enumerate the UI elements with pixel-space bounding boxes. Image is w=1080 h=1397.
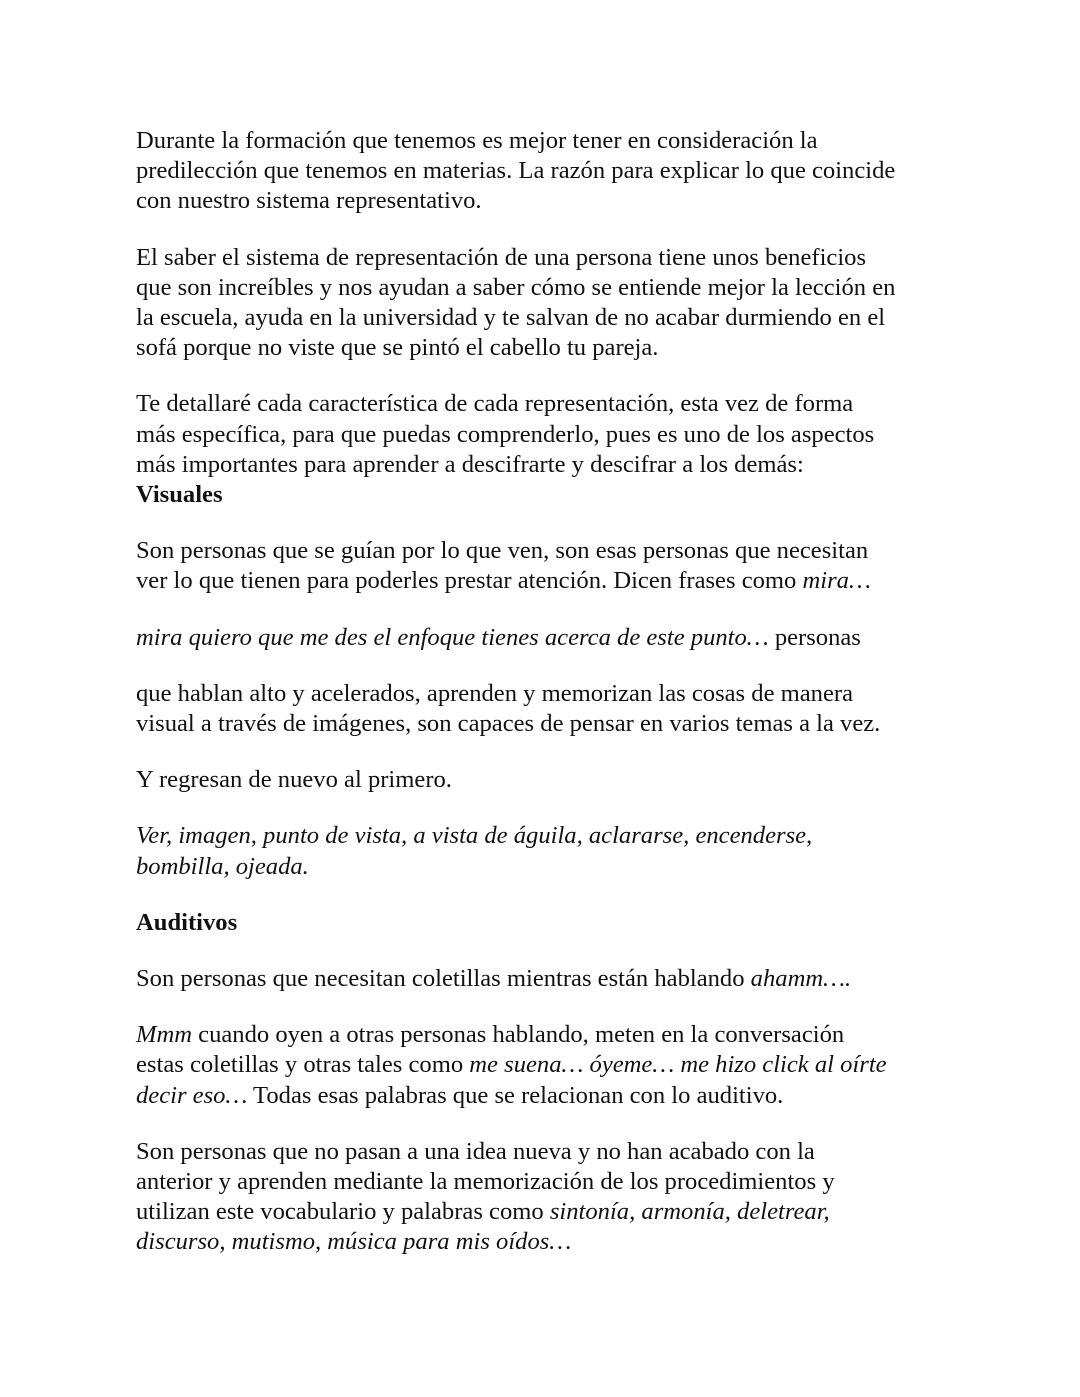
paragraph-auditivos-coletillas — [136, 1020, 956, 1111]
paragraph-visuales-vocabulario — [136, 821, 956, 881]
heading-visuales: Visuales — [136, 481, 223, 509]
paragraph-auditivos-vocabulario-italic: sintonía, armonía, deletrear, discurso, mutismo, música para mis oídos… — [136, 1198, 830, 1256]
paragraph-auditivos-coletillas-text-b: Todas esas palabras que se relacionan con lo auditivo. — [247, 1081, 784, 1109]
paragraph-auditivos-intro — [136, 964, 956, 994]
paragraph-auditivos-intro-text: Son personas que necesitan coletillas mientras están hablando — [136, 965, 751, 993]
paragraph-formacion: Durante la formación que tenemos es mejor tener en consideración la predilección que tenemos en materias. La razón para explicar lo que coincide con nuestro sistema representativo. — [136, 127, 896, 215]
paragraph-auditivos-coletillas-italic-a: Mmm — [136, 1021, 193, 1049]
paragraph-visuales-vocabulario-italic: Ver, imagen, punto de vista, a vista de águila, aclararse, encenderse, bombilla, ojeada. — [136, 822, 813, 880]
document-page — [136, 126, 956, 1284]
paragraph-visuales-intro-italic: mira… — [802, 567, 871, 595]
paragraph-beneficios: El saber el sistema de representación de una persona tiene unos beneficios que son increíbles y nos ayudan a saber cómo se entiende mejor la lección en la escuela, ayuda en la universidad y te salvan de no acabar durmiendo en el sofá porque no viste que se pintó el cabello tu pareja. — [136, 243, 896, 362]
paragraph-visuales-quote-italic: mira quiero que me des el enfoque tienes acerca de este punto… — [136, 623, 769, 651]
paragraph-auditivos-coletillas-italic-b: me suena… óyeme… me hizo click al oírte decir eso… — [136, 1051, 887, 1109]
paragraph-visuales-regresan: Y regresan de nuevo al primero. — [136, 766, 452, 794]
paragraph-auditivos-vocabulario-text: Son personas que no pasan a una idea nueva y no han acabado con la anterior y aprenden mediante la memorización de los procedimientos y utilizan este vocabulario y palabras como — [136, 1137, 835, 1226]
paragraph-auditivos-coletillas-text-a: cuando oyen a otras personas hablando, meten en la conversación estas coletillas y otras tales como — [136, 1021, 845, 1079]
paragraph-visuales-intro-text: Son personas que se guían por lo que ven, son esas personas que necesitan ver lo que tienen para poderles prestar atención. Dicen frases como — [136, 537, 869, 595]
paragraph-auditivos-vocabulario — [136, 1137, 956, 1258]
paragraph-auditivos-intro-italic: ahamm…. — [750, 965, 852, 993]
paragraph-visuales-quote-text: personas — [768, 623, 861, 651]
paragraph-detalle: Te detallaré cada característica de cada representación, esta vez de forma más específica, para que puedas comprenderlo, pues es uno de los aspectos más importantes para aprender a descifrarte y descifrar a los demás: — [136, 390, 875, 478]
paragraph-visuales-hablan: que hablan alto y acelerados, aprenden y memorizan las cosas de manera visual a través de imágenes, son capaces de pensar en varios temas a la vez. — [136, 679, 881, 738]
paragraph-visuales-intro — [136, 536, 956, 596]
paragraph-visuales-quote — [136, 623, 956, 653]
heading-auditivos: Auditivos — [136, 908, 238, 936]
